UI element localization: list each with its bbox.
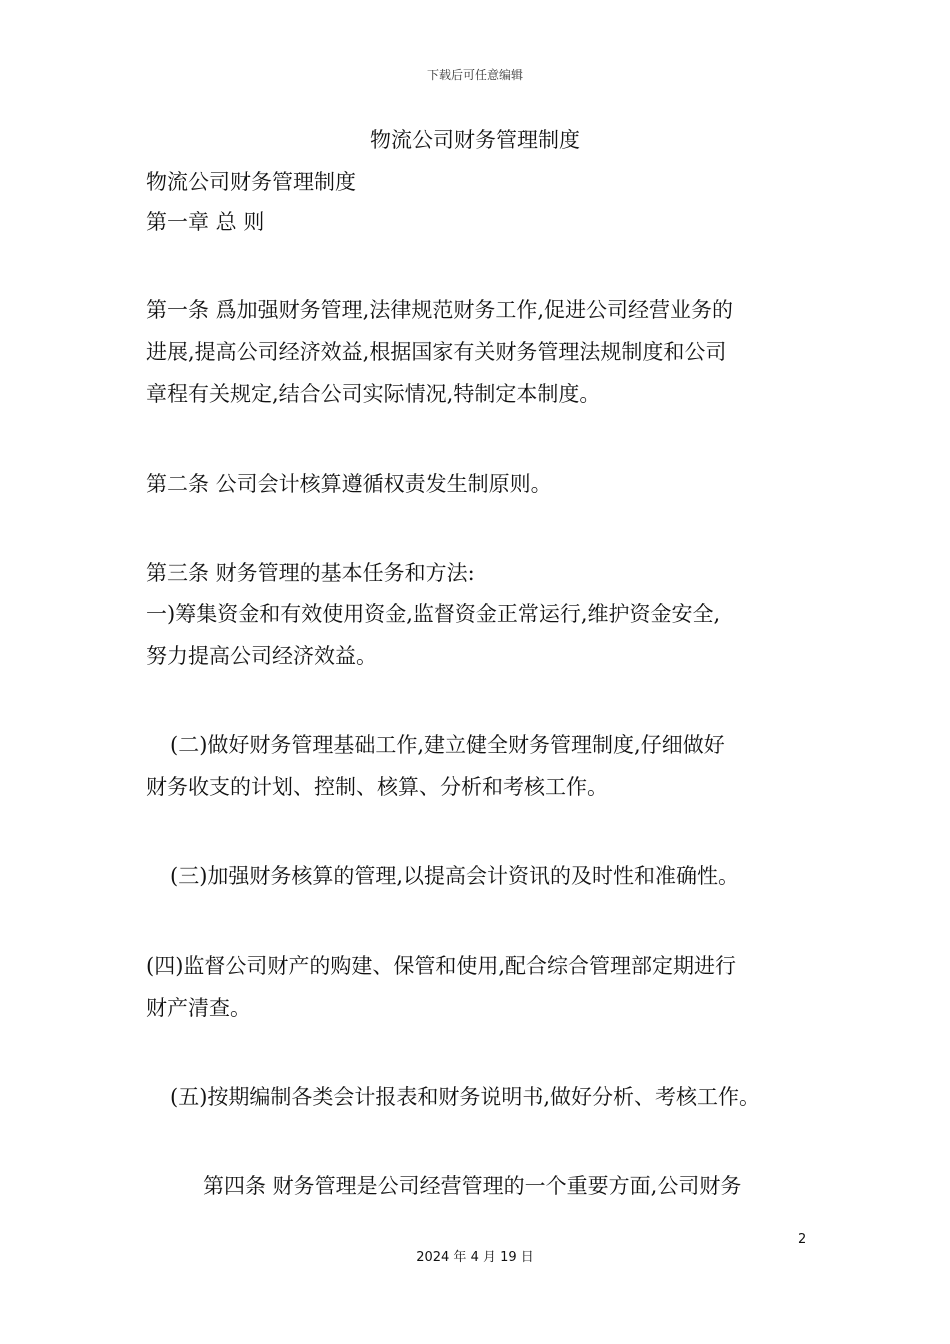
body-line: (二)做好财务管理基础工作,建立健全财务管理制度,仔细做好	[170, 733, 725, 757]
document-title: 物流公司财务管理制度	[370, 128, 580, 152]
body-line: 第三条 财务管理的基本任务和方法:	[146, 561, 475, 585]
body-line: 财务收支的计划、控制、核算、分析和考核工作。	[146, 775, 608, 799]
page-header: 下载后可任意编辑	[426, 68, 523, 82]
body-line: 进展,提高公司经济效益,根据国家有关财务管理法规制度和公司	[146, 340, 727, 364]
body-line: 章程有关规定,结合公司实际情况,特制定本制度。	[146, 382, 601, 406]
body-line: 第一条 爲加强财务管理,法律规范财务工作,促进公司经营业务的	[146, 298, 734, 322]
chapter-heading: 第一章 总 则	[146, 210, 265, 234]
body-line: 第四条 财务管理是公司经营管理的一个重要方面,公司财务	[203, 1174, 742, 1198]
page-number: 2	[798, 1232, 807, 1247]
body-line: 第二条 公司会计核算遵循权责发生制原则。	[146, 472, 552, 496]
body-line: 物流公司财务管理制度	[146, 170, 356, 194]
body-line: 努力提高公司经济效益。	[146, 644, 377, 668]
body-line: (四)监督公司财产的购建、保管和使用,配合综合管理部定期进行	[146, 954, 737, 978]
page-footer-date: 2024 年 4 月 19 日	[416, 1250, 534, 1265]
body-line: 一)筹集资金和有效使用资金,监督资金正常运行,维护资金安全,	[146, 602, 721, 626]
body-line: 财产清查。	[146, 996, 251, 1020]
body-line: (三)加强财务核算的管理,以提高会计资讯的及时性和准确性。	[170, 864, 740, 888]
body-line: (五)按期编制各类会计报表和财务说明书,做好分析、考核工作。	[170, 1085, 761, 1109]
